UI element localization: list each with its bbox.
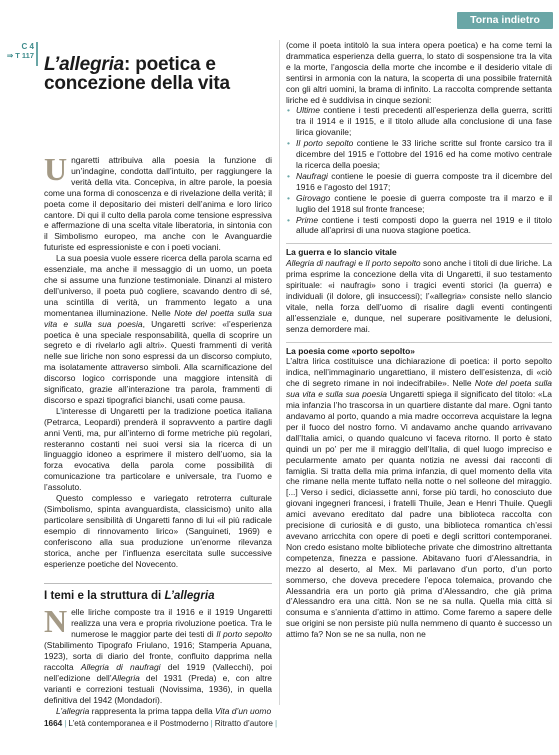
intro-paragraph: Ungaretti attribuiva alla poesia la funzione di un’indagine, condotta dall’intuito, per raggiungere la verità della vita. Concepiva, in altre parole, la poesia come una forma di conoscenza e di rivelazione della verità; il poeta come il depositario dei misteri dell’anima e loro lirico cantore. Di qui il culto della parola come tensione espressiva e affermazione di una scelta vitale liberatoria, in sintonia con il Simbolismo europeo, ma anche con le Avanguardie futuriste ed espressioniste e con i poeti vociani. <box>44 151 272 253</box>
paragraph: L’altra lirica costituisce una dichiarazione di poetica: il porto sepolto indica, nell’immaginario ungarettiano, il mistero dell’esistenza, di «ciò che di segreto rimane in noi indecifrabile». Nelle Note del poeta sulla sua vita e sulla sua poesia Ungaretti spiega il significato del titolo: «La mia infanzia l’ho trascorsa in un quartiere distante dal mare. Ogni tanto andavamo al porto, quando a mia madre occorreva acquistare la legna per il fuoco del nostro forno. Vi andavamo anche quando arrivavano dall’Italia amici, o quando qualcuno vi faceva ritorno. Il porto è stato quindi un po’ per me il miraggio dell’Italia, di quel luogo impreciso e pecularmente amato per quanta notizia ne avessi dai racconti di famiglia. Si tratta della mia prima infanzia, di quel momento della vita che rimane nella mente tuffato nella notte o nel solleone del miraggio. [...] Verso i sedici, diciassette anni, forse più tardi, ho conosciuto due giovani ingegneri francesi, i fratelli Thuile, Jean e Henri Thuile. Quegli amici avevano ereditato dal padre una biblioteca raccolta con precisione di curiosità e di gusto, una biblioteca romantica ch’essi avevano arricchita con opere di poeti e degli scrittori contemporanei. Non credo esistano molte biblioteche private che dimostrino altrettanta competenza, finezza e passione. Abitavano fuori d’Alessandria, in mezzo al deserto, al Mex. Mi parlavano d’un porto, d’un porto sommerso, che doveva precedere l’epoca tolemaica, provando che Alessandria era un porto già prima d’Alessandro, che già prima d’Alessandro era una città. Non se ne sa nulla. Quella mia città si consuma e s’annienta d’attimo in attimo. Come faremo a sapere delle sue origini se non persiste più nulla nemmeno di quanto è successo un attimo fa? Non se ne sa nulla, non ne <box>286 356 552 640</box>
section-heading: I temi e la struttura di L’allegria <box>44 583 272 603</box>
list-item: • Il porto sepolto contiene le 33 liriche scritte sul fronte carsico tra il dicembre del 1915 e l’ottobre del 1916 ed ha come motivo centrale la ricerca della poesia; <box>296 138 552 171</box>
margin-rule <box>36 42 38 66</box>
paragraph: La sua poesia vuole essere ricerca della parola scarna ed essenziale, ma anche il messaggio di un uomo, un poeta che si assume una funzione testimoniale. Dinanzi al mistero dell’universo, il poeta può cogliere, scavando dentro di sé, una scintilla di verità, un frammento legato a una momentanea illuminazione. Nelle Note del poetta sulla sua vita e sulla sua poesia, Ungaretti scrive: «l’esperienza poetica è una speciale responsabilità, quella di scoprire un segreto e di rivelarlo agli altri». Questi frammenti di verità nelle sue liriche non sono espressi da un discorso compiuto, ma isolatamente attraverso simboli. Alla scarnificazione del discorso logico corrisponde una maggiore intensità di significato, grazie all’interazione tra parola, frammenti di discorso e spazi tipografici bianchi, usati come pausa. <box>44 253 272 405</box>
paragraph: (come il poeta intitolò la sua intera opera poetica) e ha come temi la drammatica esperienza della guerra, lo stato di sospensione tra la vita e la morte, l’angoscia della morte che incombe e il desiderio vitale di sentirsi in armonia con la natura, la scoperta di una possibile fraternità con gli altri uomini, la brama di infinito. La raccolta comprende settanta liriche ed è suddivisa in cinque sezioni: <box>286 40 552 105</box>
paragraph: Questo complesso e variegato retroterra culturale (Simbolismo, spinta avanguardista, classicismo) unito alla particolare sensibilità di Ungaretti fanno di lui «il più radicale esempio di rinnovamento lirico» (Sanguineti, 1969) e conferiscono alla sua produzione un’enorme rilevanza storica, anche per l’influenza esercitata sulle successive esperienze poetiche del Novecento. <box>44 493 272 569</box>
list-item: • Ultime contiene i testi precedenti all’esperienza della guerra, scritti tra il 1914 e il 1915, e il titolo allude alla conclusione di una fase lirica giovanile; <box>296 105 552 138</box>
list-item: • Naufragi contiene le poesie di guerra composte tra il dicembre del 1916 e l’agosto del 1917; <box>296 171 552 193</box>
text-reference-link[interactable]: ⇒ T 117 <box>6 51 34 60</box>
dropcap: N <box>44 603 68 640</box>
section-paragraph: Nelle liriche composte tra il 1916 e il 1919 Ungaretti realizza una vera e propria rivoluzione poetica. Tra le numerose le maggior parte dei testi di Il porto sepolto (Stabilimento Tipografo Friulano, 1916; Stamperia Apuana, 1923), sorta di diario del fronte, confluito dapprima nella raccolta Allegria di naufragi del 1919 (Vallecchi), poi nell’edizione dell’Allegria del 1931 (Preda) e, con altre varianti e correzioni testuali (Novissima, 1936), in quella definitiva del 1942 (Mondadori). <box>44 603 272 705</box>
sections-list <box>286 105 552 236</box>
dropcap: U <box>44 151 68 187</box>
list-item: • Girovago contiene le poesie di guerra composte tra il marzo e il luglio del 1918 sul fronte francese; <box>296 193 552 215</box>
paragraph: L’allegria rappresenta la prima tappa della Vita d’un uomo <box>56 705 272 716</box>
paragraph: L’interesse di Ungaretti per la tradizione poetica italiana (Petrarca, Leopardi) prenderà il sopravvento a partire dagli anni Venti, ma, pur all’interno di forme metriche più regolari, resteranno costanti nei suoi versi sia la ricerca di un linguaggio idoneo a esprimere il mistero dell’uomo, sia la forza evocativa della parola come possibilità di comunicazione tra particolare e universale, tra l’uomo e l’assoluto. <box>44 405 272 493</box>
margin-reference <box>4 42 34 60</box>
subsection-heading: La poesia come «porto sepolto» <box>286 342 552 357</box>
list-item: • Prime contiene i testi composti dopo la guerra nel 1919 e il titolo allude all’aprirsi di una nuova stagione poetica. <box>296 215 552 237</box>
chapter-tag: C 4 <box>21 42 34 51</box>
paragraph: Allegria di naufragi e Il porto sepolto sono anche i titoli di due liriche. La prima esprime la concezione della vita di Ungaretti, il suo testamento spirituale: «i naufragi» sono i tragici eventi storici (la guerra) e individuali (il dolore, gli insuccessi); l’«allegria» consiste nello slancio vitale, nella forza dell’uomo di risalire dagli eventi contingenti all’essenziale e, dunque, nel superare positivamente le delusioni, senza demordere mai. <box>286 258 552 334</box>
column-divider <box>279 40 280 705</box>
footer-section: Ritratto d’autore <box>214 719 273 728</box>
page-footer: 1664 | L’età contemporanea e il Postmoderno | Ritratto d’autore | <box>44 719 278 728</box>
page-number: 1664 <box>44 719 63 728</box>
article-title: L’allegria: poetica e concezione della vita <box>44 54 230 94</box>
left-column <box>44 40 272 717</box>
back-button[interactable]: Torna indietro <box>457 12 553 29</box>
subsection-heading: La guerra e lo slancio vitale <box>286 243 552 258</box>
right-column <box>286 40 552 640</box>
footer-part: L’età contemporanea e il Postmoderno <box>68 719 209 728</box>
